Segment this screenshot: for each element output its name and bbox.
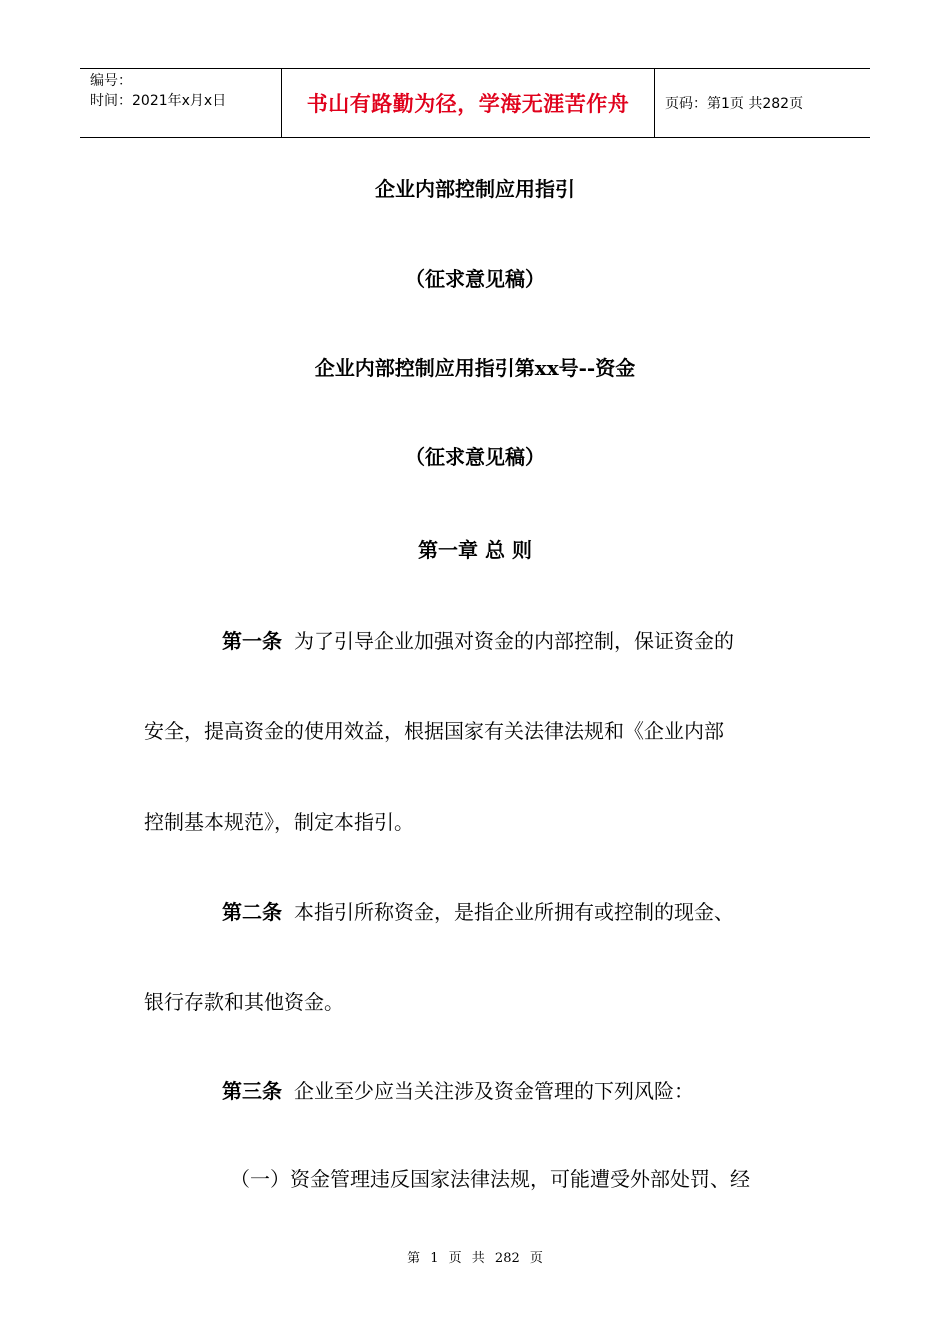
chapter-title: 第一章 总 则 [418,538,532,562]
header-number-label: 编号： [90,73,132,89]
document-title: 企业内部控制应用指引 [375,177,575,201]
document-subtitle: 企业内部控制应用指引第xx号--资金 [314,356,636,380]
draft-note-1: （征求意见稿） [405,267,545,291]
page-footer: 第 1 页 共 282 页 [407,1251,543,1266]
article-3-text-1: 企业至少应当关注涉及资金管理的下列风险： [294,1079,694,1103]
item-1-line-1: （一）资金管理违反国家法律法规，可能遭受外部处罚、经 [230,1167,750,1191]
header-page-info: 页码：第1页 共282页 [665,96,804,112]
article-1-line-1 [222,625,734,654]
article-3-label: 第三条 [222,1079,282,1103]
article-3-line-1 [222,1075,694,1104]
article-1-line-3: 控制基本规范》，制定本指引。 [144,810,414,834]
article-1-text-1: 为了引导企业加强对资金的内部控制，保证资金的 [294,629,734,653]
article-1-line-2: 安全，提高资金的使用效益，根据国家有关法律法规和《企业内部 [144,719,724,743]
article-1-label: 第一条 [222,629,282,653]
article-2-text-1: 本指引所称资金，是指企业所拥有或控制的现金、 [294,900,734,924]
page-header [80,68,870,138]
article-2-line-2: 银行存款和其他资金。 [144,990,344,1014]
header-time-label: 时间：2021年x月x日 [90,93,227,109]
draft-note-2: （征求意见稿） [405,445,545,469]
header-motto: 书山有路勤为径，学海无涯苦作舟 [281,69,655,137]
header-meta [80,69,281,137]
article-2-label: 第二条 [222,900,282,924]
article-2-line-1 [222,896,734,925]
